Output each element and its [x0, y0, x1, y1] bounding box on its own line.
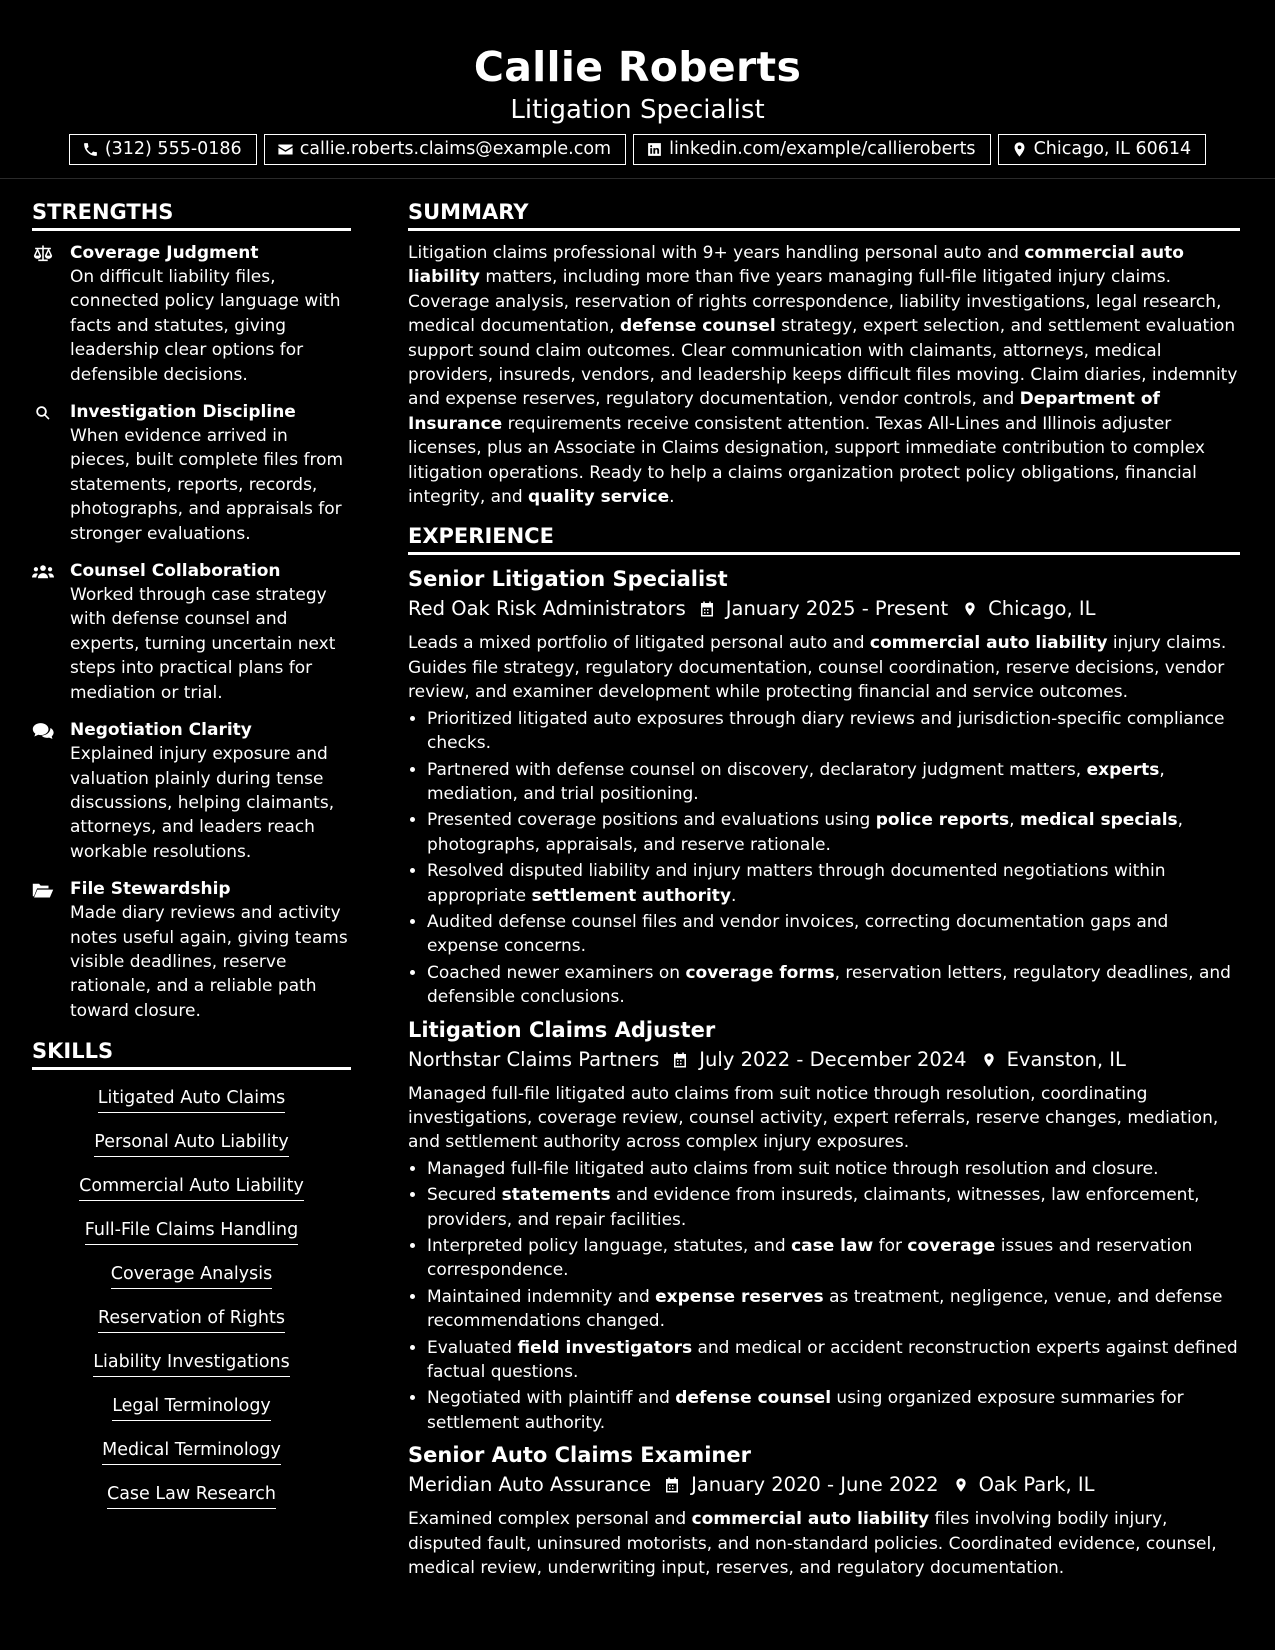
- emphasis-text: quality service: [528, 487, 670, 508]
- strength-text: Made diary reviews and activity notes useful again, giving teams visible deadlines, reserve rationale, and a reliable path toward closure.: [70, 903, 348, 1021]
- skills-heading: SKILLS: [32, 1038, 351, 1070]
- text-run: ,: [1009, 810, 1020, 831]
- job-title: Litigation Claims Adjuster: [408, 1017, 716, 1042]
- skill-item: Case Law Research: [107, 1482, 276, 1509]
- bullet-item: [427, 1157, 1240, 1181]
- skill-item: Commercial Auto Liability: [79, 1174, 304, 1201]
- strengths-heading: STRENGTHS: [32, 199, 351, 231]
- text-run: Negotiated with plaintiff and: [427, 1388, 676, 1409]
- bullet-item: [427, 808, 1240, 857]
- text-run: .: [669, 487, 675, 508]
- emphasis-text: defense counsel: [675, 1388, 832, 1409]
- text-run: requirements receive consistent attention. Texas All-Lines and Illinois adjuster licenses, plus an Associate in Claims designation, support immediate contribution to complex litigation operations. Ready to help a claims organization protect policy obligations, financial integrity, and: [408, 413, 1205, 508]
- text-run: for: [873, 1236, 908, 1256]
- emphasis-text: expense reserves: [655, 1286, 824, 1307]
- scale-icon: [32, 245, 54, 263]
- emphasis-text: defense counsel: [620, 316, 776, 337]
- skill-item: Personal Auto Liability: [94, 1130, 288, 1157]
- emphasis-text: commercial auto liability: [408, 243, 1184, 288]
- job-company: Northstar Claims Partners: [408, 1047, 660, 1071]
- emphasis-text: settlement authority: [531, 885, 732, 906]
- phone-icon: [82, 141, 99, 158]
- strength-title: Investigation Discipline: [70, 402, 296, 423]
- text-run: Presented coverage positions and evaluations using: [427, 810, 876, 831]
- candidate-name: Callie Roberts: [473, 43, 802, 91]
- skill-item: Legal Terminology: [112, 1394, 271, 1421]
- emphasis-text: field investigators: [517, 1337, 693, 1358]
- right-column: [408, 199, 1240, 1582]
- folder-open-icon: [32, 881, 54, 899]
- search-icon: [32, 404, 54, 422]
- strength-item: [32, 241, 351, 387]
- contact-phone[interactable]: [69, 134, 257, 165]
- text-run: files involving bodily injury, disputed fault, uninsured motorists, and non-standard policies. Coordinated evidence, counsel, medical review, underwriting input, reserves, and regulatory documentation.: [408, 1509, 1217, 1579]
- contact-linkedin[interactable]: [633, 134, 990, 165]
- bullet-item: [427, 758, 1240, 807]
- contact-location-text: Chicago, IL 60614: [1033, 139, 1192, 159]
- text-run: as treatment, negligence, venue, and defense recommendations changed.: [427, 1286, 1223, 1332]
- job-dates: January 2020 - June 2022: [691, 1473, 939, 1497]
- skill-item: Litigated Auto Claims: [98, 1086, 286, 1113]
- bullet-item: [427, 1285, 1240, 1334]
- strength-item: [32, 718, 351, 864]
- skill-item: Medical Terminology: [102, 1438, 281, 1465]
- linkedin-icon: [646, 141, 663, 158]
- bullet-item: [427, 910, 1240, 959]
- comments-icon: [32, 722, 54, 740]
- strength-text: Explained injury exposure and valuation plainly during tense discussions, helping claimants, attorneys, and leaders reach workable resolutions.: [70, 744, 335, 862]
- job-bullets: [408, 707, 1240, 1010]
- strength-text: Worked through case strategy with defense counsel and experts, turning uncertain next steps into practical plans for mediation or trial.: [70, 585, 336, 703]
- calendar-icon: [671, 1050, 689, 1070]
- strength-text: When evidence arrived in pieces, built complete files from statements, reports, records, photographs, and appraisals for stronger evaluations.: [70, 426, 344, 544]
- text-run: Evaluated: [427, 1337, 518, 1358]
- text-run: and evidence from insureds, claimants, witnesses, law enforcement, providers, and repair facilities.: [427, 1185, 1200, 1230]
- job-location: Oak Park, IL: [978, 1473, 1095, 1497]
- bullet-item: [427, 1386, 1240, 1435]
- job-entry: [408, 565, 1240, 1009]
- job-meta: [408, 1471, 1240, 1499]
- calendar-icon: [698, 599, 716, 619]
- text-run: matters, including more than five years managing full-file litigated injury claims. Coverage analysis, reservation of rights correspondence, liability investigations, legal research, medical documentation,: [408, 267, 1222, 337]
- job-meta: [408, 1046, 1240, 1074]
- text-run: and medical or accident reconstruction experts against defined factual questions.: [427, 1337, 1238, 1383]
- text-run: Managed full-file litigated auto claims from suit notice through resolution, coordinating investigations, coverage review, counsel activity, expert referrals, reserve changes, mediation, and settlement authority across complex injury exposures.: [408, 1083, 1219, 1153]
- strength-item: [32, 400, 351, 546]
- text-run: issues and reservation correspondence.: [427, 1236, 1193, 1281]
- text-run: .: [731, 885, 737, 906]
- experience-heading: EXPERIENCE: [408, 523, 1240, 555]
- job-company: Red Oak Risk Administrators: [408, 597, 686, 621]
- bullet-item: [427, 859, 1240, 908]
- emphasis-text: police reports: [875, 810, 1010, 831]
- text-run: , photographs, appraisals, and reserve rationale.: [427, 810, 1184, 855]
- text-run: Litigation claims professional with 9+ years handling personal auto and: [408, 243, 1025, 263]
- location-pin-icon: [1011, 141, 1028, 158]
- text-run: Examined complex personal and: [408, 1509, 692, 1530]
- emphasis-text: commercial auto liability: [869, 633, 1108, 654]
- job-description: [408, 1507, 1240, 1580]
- text-run: Leads a mixed portfolio of litigated personal auto and: [408, 633, 870, 654]
- job-company: Meridian Auto Assurance: [408, 1473, 652, 1497]
- skill-item: Full-File Claims Handling: [85, 1218, 299, 1245]
- job-meta: [408, 595, 1240, 623]
- emphasis-text: medical specials: [1019, 810, 1178, 831]
- contact-phone-text: (312) 555-0186: [104, 139, 242, 159]
- skill-item: Coverage Analysis: [111, 1262, 273, 1289]
- resume-header: [0, 0, 1275, 179]
- skill-item: Liability Investigations: [93, 1350, 290, 1377]
- text-run: , reservation letters, regulatory deadlines, and defensible conclusions.: [427, 962, 1231, 1008]
- text-run: strategy, expert selection, and settlement evaluation support sound claim outcomes. Clear communication with claimants, attorneys, medical providers, insureds, vendors, and leadership keeps difficult files moving. Claim diaries, indemnity and expense reserves, regulatory documentation, vendor controls, and: [408, 316, 1238, 410]
- job-description: [408, 631, 1240, 704]
- job-title: Senior Litigation Specialist: [408, 567, 728, 592]
- text-run: Prioritized litigated auto exposures through diary reviews and jurisdiction-specific compliance checks.: [427, 708, 1225, 754]
- text-run: Partnered with defense counsel on discovery, declaratory judgment matters,: [427, 759, 1087, 780]
- text-run: Interpreted policy language, statutes, and: [427, 1236, 792, 1256]
- job-title: Senior Auto Claims Examiner: [408, 1443, 751, 1468]
- job-location: Chicago, IL: [988, 597, 1096, 621]
- location-pin-icon: [953, 1475, 969, 1495]
- text-run: Secured: [427, 1185, 502, 1206]
- bullet-item: [427, 1183, 1240, 1232]
- text-run: Coached newer examiners on: [427, 962, 686, 983]
- emphasis-text: case law: [791, 1236, 874, 1256]
- emphasis-text: coverage: [907, 1236, 996, 1256]
- contact-linkedin-text: linkedin.com/example/callieroberts: [669, 139, 976, 159]
- emphasis-text: Department of Insurance: [408, 389, 1160, 434]
- strength-title: Coverage Judgment: [70, 243, 259, 263]
- bullet-item: [427, 1336, 1240, 1385]
- text-run: , mediation, and trial positioning.: [427, 759, 1165, 804]
- job-dates: January 2025 - Present: [725, 597, 949, 621]
- strength-title: Negotiation Clarity: [70, 720, 252, 741]
- text-run: Managed full-file litigated auto claims from suit notice through resolution and closure.: [427, 1158, 1159, 1179]
- text-run: using organized exposure summaries for settlement authority.: [427, 1388, 1184, 1433]
- emphasis-text: coverage forms: [685, 962, 835, 983]
- job-description: [408, 1082, 1240, 1155]
- text-run: Audited defense counsel files and vendor invoices, correcting documentation gaps and expense concerns.: [427, 911, 1169, 957]
- job-location: Evanston, IL: [1006, 1047, 1126, 1071]
- bullet-item: [427, 961, 1240, 1010]
- contact-location: [998, 134, 1207, 165]
- emphasis-text: experts: [1086, 759, 1160, 780]
- skill-item: Reservation of Rights: [98, 1306, 285, 1333]
- job-dates: July 2022 - December 2024: [699, 1047, 967, 1071]
- text-run: Maintained indemnity and: [427, 1286, 656, 1307]
- emphasis-text: commercial auto liability: [691, 1509, 930, 1530]
- summary-text: [408, 241, 1240, 509]
- text-run: Resolved disputed liability and injury matters through documented negotiations within appropriate: [427, 861, 1166, 906]
- envelope-icon: [277, 141, 294, 158]
- job-entry: [408, 1441, 1240, 1580]
- candidate-title: Litigation Specialist: [510, 95, 765, 125]
- emphasis-text: statements: [501, 1185, 611, 1206]
- contact-bar: [0, 134, 1275, 165]
- contact-email[interactable]: [264, 134, 626, 165]
- contact-email-text: callie.roberts.claims@example.com: [299, 139, 612, 159]
- location-pin-icon: [962, 599, 978, 619]
- strength-item: [32, 877, 351, 1023]
- left-column: [32, 199, 351, 1526]
- text-run: injury claims. Guides file strategy, regulatory documentation, counsel coordination, reserve decisions, vendor review, and examiner development while protecting financial and service outcomes.: [408, 633, 1227, 703]
- skill-list: [32, 1080, 351, 1526]
- bullet-item: [427, 1234, 1240, 1283]
- location-pin-icon: [981, 1050, 997, 1070]
- users-icon: [32, 563, 54, 581]
- strength-title: File Stewardship: [70, 879, 231, 900]
- job-bullets: [408, 1157, 1240, 1435]
- job-entry: [408, 1016, 1240, 1436]
- calendar-icon: [663, 1475, 681, 1495]
- summary-heading: SUMMARY: [408, 199, 1240, 231]
- strength-title: Counsel Collaboration: [70, 561, 281, 582]
- bullet-item: [427, 707, 1240, 756]
- strength-text: On difficult liability files, connected policy language with facts and statutes, giving leadership clear options for defensible decisions.: [70, 267, 341, 385]
- strength-item: [32, 559, 351, 705]
